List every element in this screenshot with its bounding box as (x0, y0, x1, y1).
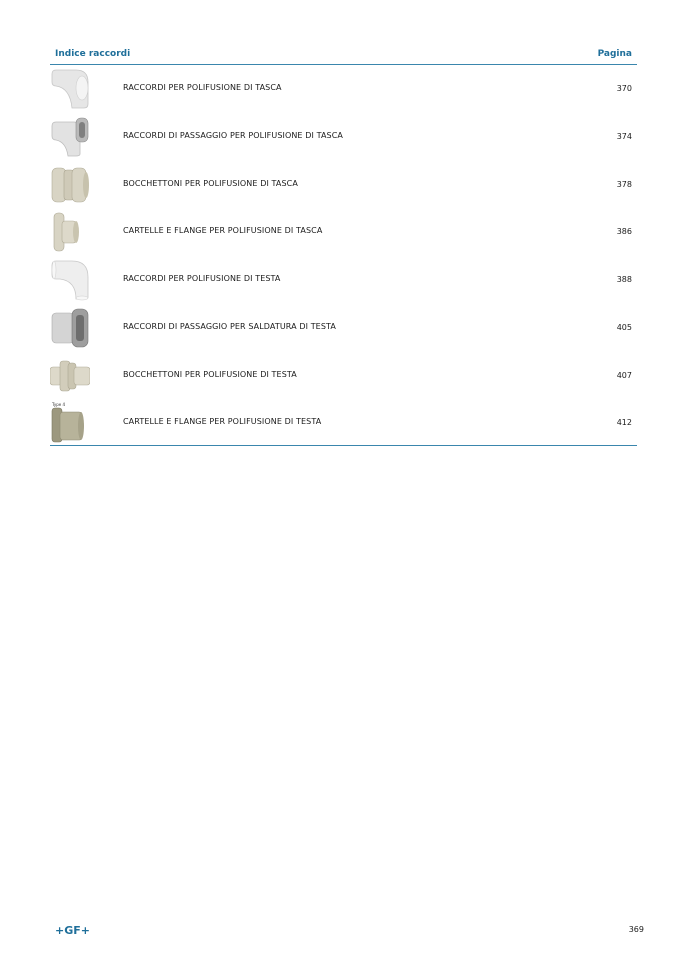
transition-elbow-icon (50, 116, 90, 158)
union-fitting-icon (50, 164, 90, 206)
row-page: 370 (616, 84, 632, 93)
row-title: BOCCHETTONI PER POLIFUSIONE DI TASCA (123, 178, 298, 188)
index-header (50, 49, 637, 65)
page-column-label: Pagina (597, 49, 632, 59)
row-page: 388 (616, 275, 632, 284)
gf-logo: +GF+ (55, 924, 90, 937)
elbow-fitting-icon (50, 68, 90, 110)
list-item[interactable] (50, 208, 637, 256)
list-item[interactable] (50, 113, 637, 161)
row-page: 378 (616, 179, 632, 189)
row-page: 405 (616, 322, 632, 332)
type-tag: Type 4 (52, 402, 66, 408)
list-item[interactable] (50, 65, 637, 113)
list-item[interactable] (50, 256, 637, 304)
row-title: CARTELLE E FLANGE PER POLIFUSIONE DI TASCA (123, 226, 323, 236)
row-page: 374 (616, 131, 632, 141)
index-title: Indice raccordi (55, 49, 131, 59)
row-title: CARTELLE E FLANGE PER POLIFUSIONE DI TESTA (123, 417, 322, 427)
index-list (50, 65, 637, 447)
page-number: 369 (628, 925, 644, 934)
threaded-transition-icon (50, 307, 90, 349)
bottom-rule (50, 445, 637, 446)
list-item[interactable] (50, 304, 637, 352)
row-title: RACCORDI DI PASSAGGIO PER POLIFUSIONE DI TASCA (123, 130, 343, 140)
list-item[interactable] (50, 352, 637, 400)
stub-flange-icon (50, 402, 90, 444)
row-title: RACCORDI PER POLIFUSIONE DI TESTA (123, 274, 281, 283)
row-page: 407 (616, 370, 632, 380)
row-page: 386 (616, 227, 632, 237)
list-item[interactable] (50, 161, 637, 209)
butt-elbow-icon (50, 259, 90, 301)
list-item[interactable] (50, 399, 637, 447)
butt-union-icon (50, 355, 90, 397)
row-page: 412 (616, 418, 632, 428)
row-title: RACCORDI PER POLIFUSIONE DI TASCA (123, 83, 282, 92)
row-title: BOCCHETTONI PER POLIFUSIONE DI TESTA (123, 369, 297, 379)
row-title: RACCORDI DI PASSAGGIO PER SALDATURA DI TESTA (123, 321, 336, 331)
flange-adapter-icon (50, 211, 90, 253)
